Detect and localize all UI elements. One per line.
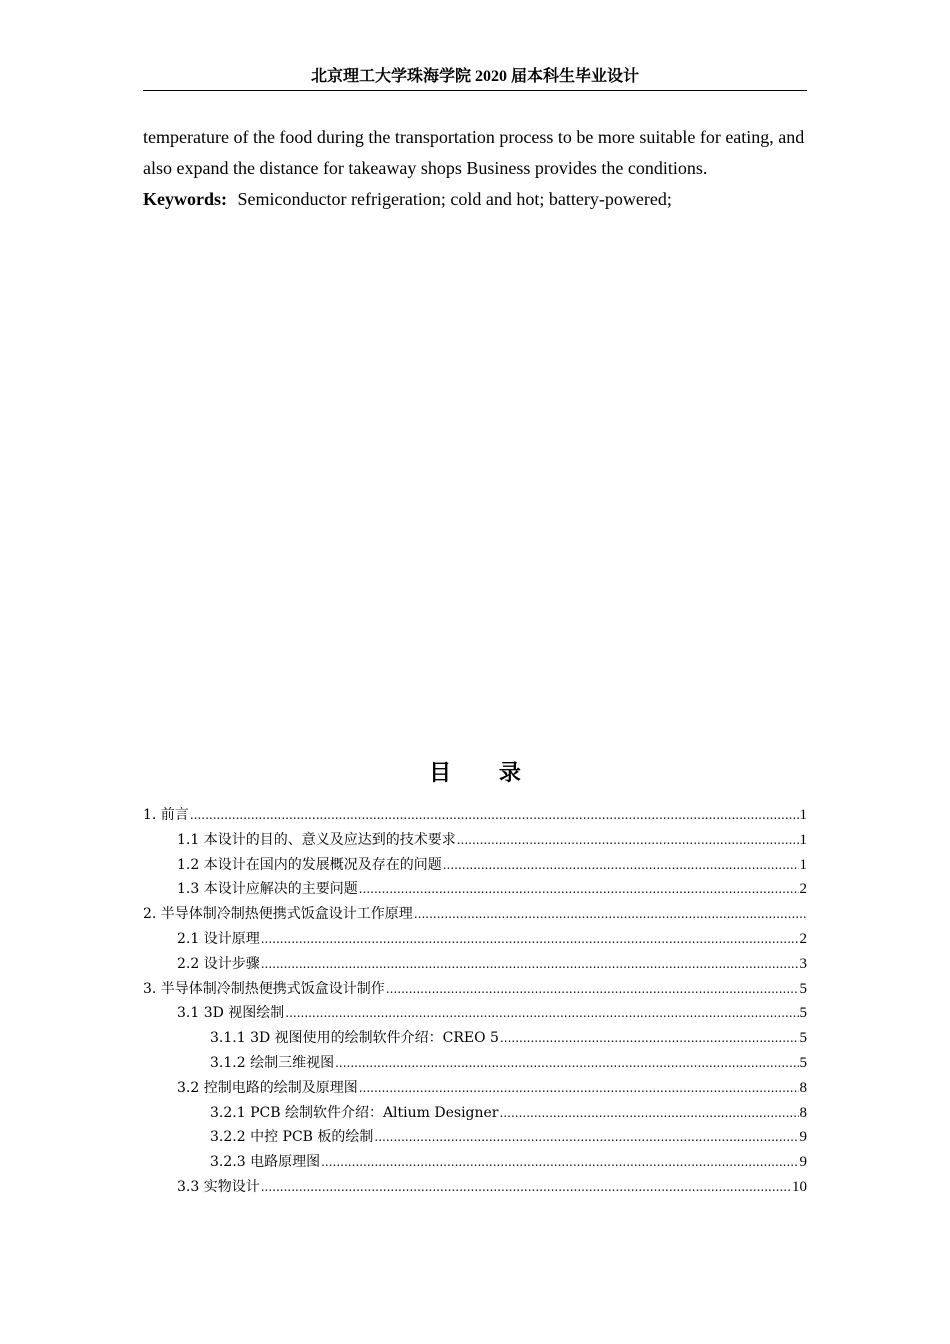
toc-entry-label: 1.2 本设计在国内的发展概况及存在的问题	[177, 856, 442, 873]
toc-entry-3-2-3[interactable]	[143, 1150, 807, 1175]
toc-entry-3-1-2[interactable]	[143, 1051, 807, 1076]
toc-leader	[457, 828, 799, 853]
toc-entry-1-2[interactable]	[143, 853, 807, 878]
toc-page-number: 1	[799, 807, 807, 823]
toc-leader	[261, 927, 799, 952]
toc-entry-3-1-1[interactable]	[143, 1026, 807, 1051]
page-header-title: 北京理工大学珠海学院 2020 届本科生毕业设计	[310, 68, 639, 85]
toc-entry-2-2[interactable]	[143, 952, 807, 977]
toc-leader	[190, 803, 799, 828]
toc-entry-label: 1.3 本设计应解决的主要问题	[177, 881, 358, 898]
toc-entry-2-1[interactable]	[143, 927, 807, 952]
toc-entry-label: 3.1 3D 视图绘制	[177, 1005, 285, 1022]
toc-leader	[386, 977, 799, 1002]
toc-entry-label: 2. 半导体制冷制热便携式饭盒设计工作原理	[143, 906, 413, 923]
toc-entry-label: 3.2 控制电路的绘制及原理图	[177, 1079, 358, 1096]
toc-page-number: 5	[799, 1054, 807, 1071]
toc-page-number: 1	[799, 831, 807, 848]
toc-entry-label: 1. 前言	[143, 807, 189, 823]
toc-entry-3-2[interactable]	[143, 1076, 807, 1101]
toc-leader	[261, 952, 799, 977]
toc-leader	[359, 877, 799, 902]
toc-page-number: 9	[799, 1154, 807, 1171]
toc-page-number: 2	[799, 881, 807, 898]
toc-entry-3-1[interactable]	[143, 1001, 807, 1026]
keywords-label: Keywords:	[143, 189, 227, 209]
toc-entry-label: 3.1.2 绘制三维视图	[210, 1054, 335, 1071]
toc-page-number: 10	[792, 1178, 807, 1195]
toc-entry-label: 3.3 实物设计	[177, 1178, 260, 1195]
toc-leader	[285, 1001, 798, 1026]
toc-entry-3-2-2[interactable]	[143, 1125, 807, 1150]
toc-entry-3-2-1[interactable]	[143, 1101, 807, 1126]
toc-page-number: 2	[799, 930, 807, 947]
toc-entry-3-3[interactable]	[143, 1175, 807, 1200]
toc-entry-1-1[interactable]	[143, 828, 807, 853]
toc-page-number: 3	[799, 955, 807, 972]
toc-leader	[359, 1076, 799, 1101]
toc-title: 目 录	[429, 760, 541, 786]
toc-entry-label: 3.2.1 PCB 绘制软件介绍：Altium Designer	[210, 1104, 499, 1121]
abstract-section	[143, 122, 807, 215]
abstract-text: temperature of the food during the transportation process to be more suitable for eating, and also expand the distance for takeaway shops Business provides the conditions.	[143, 127, 805, 178]
toc-leader	[414, 902, 806, 927]
table-of-contents	[143, 803, 807, 1200]
toc-entry-label: 2.1 设计原理	[177, 930, 260, 947]
toc-entry-label: 3.1.1 3D 视图使用的绘制软件介绍：CREO 5	[210, 1030, 499, 1047]
toc-leader	[374, 1125, 798, 1150]
keywords-line	[143, 184, 807, 215]
toc-entry-2[interactable]	[143, 902, 807, 927]
toc-entry-label: 3. 半导体制冷制热便携式饭盒设计制作	[143, 980, 385, 997]
toc-page-number: 5	[799, 1030, 807, 1047]
toc-page-number: 5	[799, 980, 807, 997]
toc-leader	[500, 1101, 799, 1126]
toc-leader	[500, 1026, 799, 1051]
toc-entry-label: 3.2.3 电路原理图	[210, 1154, 321, 1171]
toc-entry-label: 3.2.2 中控 PCB 板的绘制	[210, 1129, 374, 1146]
toc-page-number: 1	[799, 856, 807, 873]
toc-entry-1-3[interactable]	[143, 877, 807, 902]
toc-leader	[443, 853, 799, 878]
toc-entry-label: 1.1 本设计的目的、意义及应达到的技术要求	[177, 831, 456, 848]
toc-leader	[321, 1150, 798, 1175]
toc-leader	[261, 1175, 791, 1200]
toc-leader	[335, 1051, 798, 1076]
toc-page-number: 9	[799, 1129, 807, 1146]
toc-entry-1[interactable]	[143, 803, 807, 828]
toc-entry-3[interactable]	[143, 977, 807, 1002]
keywords-value: Semiconductor refrigeration; cold and hot; battery-powered;	[237, 189, 672, 209]
toc-page-number: 8	[799, 1104, 807, 1121]
toc-entry-label: 2.2 设计步骤	[177, 955, 260, 972]
header-divider	[143, 90, 807, 91]
toc-page-number: 8	[799, 1079, 807, 1096]
toc-page-number: 5	[799, 1005, 807, 1022]
